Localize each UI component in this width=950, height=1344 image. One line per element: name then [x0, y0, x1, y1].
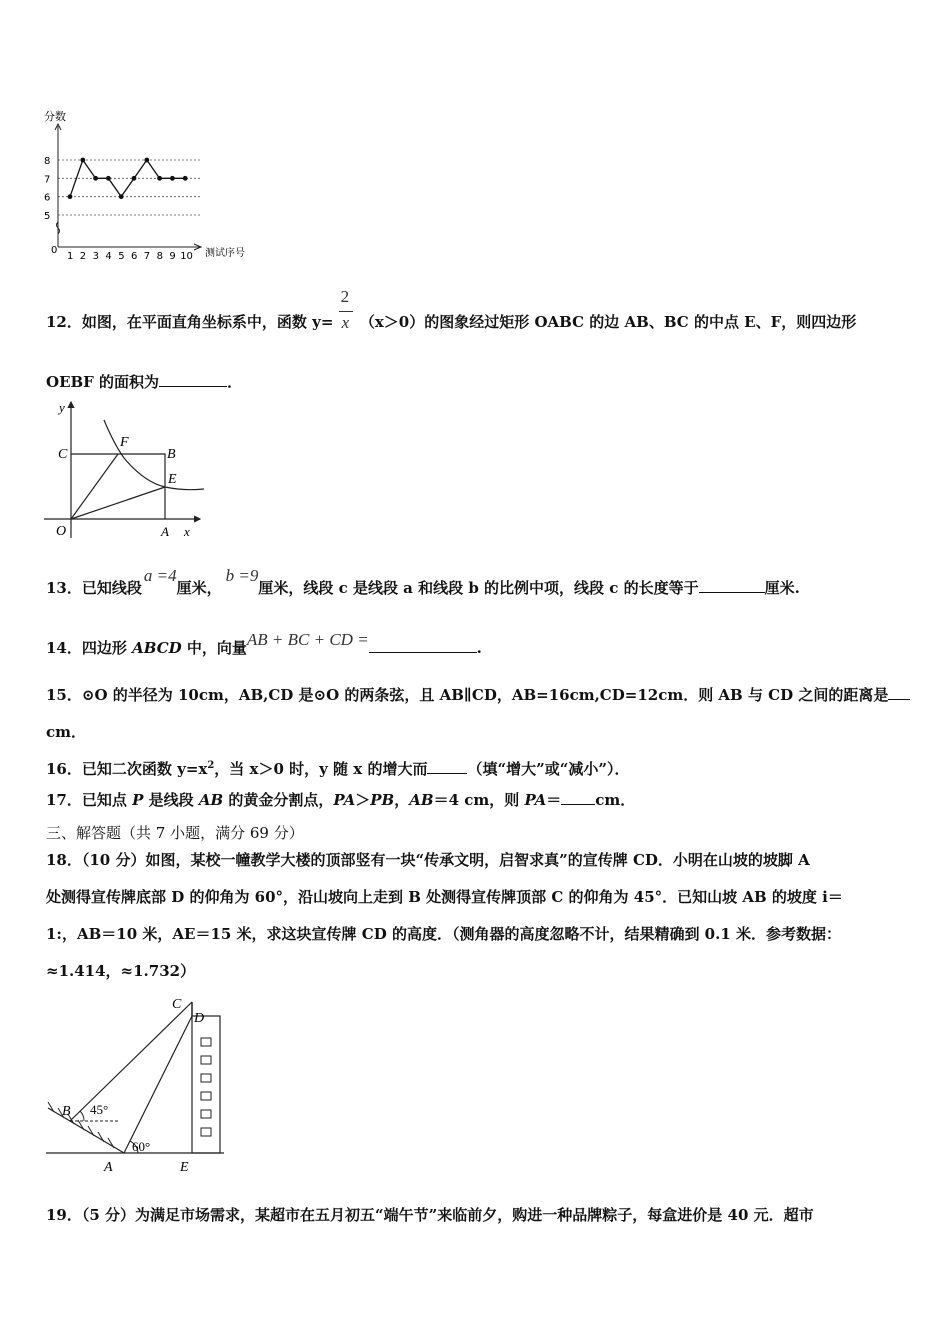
q12-frac-den: x [341, 313, 350, 332]
q14-text-c: . [476, 639, 482, 657]
q12-label-e: E [168, 472, 177, 487]
q15-line2 [46, 722, 86, 742]
chart-x-tick-label: 8 [156, 251, 163, 262]
chart-data-point [68, 194, 73, 199]
chart-data-point [157, 176, 162, 181]
q14-answer-blank[interactable] [369, 638, 477, 653]
q13-b-value: b =9 [225, 566, 259, 585]
q18-sightline-bc [70, 1002, 192, 1121]
q12-line2 [46, 372, 242, 392]
chart-data-point [144, 158, 149, 163]
q12-text-c: OEBF 的面积为 [46, 373, 160, 391]
chart-data-point [183, 176, 188, 181]
q18-text-3: 1:，AB＝10 米，AE＝15 米，求这块宣传牌 CD 的高度．（测角器的高度忽略不计，结果精确到 0.1 米．参考数据： [46, 925, 841, 943]
chart-ylabel: 分数 [44, 110, 66, 123]
q14-line [46, 630, 482, 658]
q17-p: P [132, 791, 144, 809]
q13-line [46, 566, 800, 598]
chart-x-tick-label: 10 [180, 251, 193, 262]
q19-line1 [46, 1205, 814, 1225]
q17-text-f: ＝4 cm，则 [433, 791, 525, 809]
section3-title: 三、解答题（共 7 小题，满分 69 分） [46, 824, 304, 842]
q18-building [192, 1016, 220, 1153]
q18-slope-figure [40, 994, 230, 1178]
q12-label-y: y [59, 400, 65, 415]
q12-label-f: F [120, 435, 129, 450]
q17-ab2: AB [409, 791, 434, 809]
q14-text-a: 14．四边形 [46, 639, 133, 657]
q13-text-c: 厘米，线段 c 是线段 a 和线段 b 的比例中项，线段 c 的长度等于 [258, 579, 699, 597]
q19-text-1: 19．（5 分）为满足市场需求，某超市在五月初五“端午节”来临前夕，购进一种品牌粽子，每盒进价是 40 元．超市 [46, 1206, 814, 1224]
chart-data-point [106, 176, 111, 181]
q12-answer-blank[interactable] [159, 372, 227, 387]
q18-sightline-ad [124, 1016, 192, 1153]
chart-data-point [93, 176, 98, 181]
q17-ab: AB [198, 791, 224, 809]
section3-heading [46, 823, 304, 843]
q17-line [46, 790, 635, 810]
chart-x-tick-label: 3 [92, 251, 99, 262]
q12-text-b: （x＞0）的图象经过矩形 OABC 的边 AB、BC 的中点 E、F，则四边形 [359, 313, 857, 331]
q15-line1 [46, 685, 910, 705]
q12-segment-of [71, 454, 118, 519]
q17-text-g: ＝ [546, 791, 562, 809]
q18-line1 [46, 850, 810, 870]
chart-x-tick-label: 9 [169, 251, 176, 262]
q12-hyperbola [104, 420, 204, 490]
q17-text-c: 的黄金分割点， [223, 791, 334, 809]
q12-text-d: ． [227, 373, 243, 391]
q16-text-a: 16．已知二次函数 y=x [46, 760, 208, 778]
chart-x-tick-label: 6 [131, 251, 138, 262]
q12-label-c: C [58, 447, 68, 462]
chart-x-tick-label: 4 [105, 251, 112, 262]
q13-text-a: 13．已知线段 [46, 579, 142, 597]
chart-y-tick-label: 8 [44, 156, 51, 167]
chart-y-tick-label: 7 [44, 174, 51, 186]
chart-data-point [80, 158, 85, 163]
q12-fraction [339, 287, 355, 333]
chart-y-tick-label: 6 [44, 192, 51, 204]
q16-text-b: ，当 x＞0 时，y 随 x 的增大而 [214, 760, 428, 778]
q18-text-2: 处测得宣传牌底部 D 的仰角为 60°，沿山坡向上走到 B 处测得宣传牌顶部 C 的仰角为 45°．已知山坡 AB 的坡度 i＝ [46, 888, 843, 906]
q12-text-a: 12．如图，在平面直角坐标系中，函数 y= [46, 313, 334, 331]
q17-text-a: 17．已知点 [46, 791, 133, 809]
q12-rectangle [71, 454, 165, 519]
q12-line1 [46, 287, 857, 333]
q15-text: 15．⊙O 的半径为 10cm，AB,CD 是⊙O 的两条弦，且 AB∥CD，AB=16cm,CD=12cm．则 AB 与 CD 之间的距离是 [46, 686, 889, 704]
q18-angle-arc-45 [80, 1111, 84, 1121]
q12-frac-bar [339, 311, 353, 312]
q18-label-d: D [194, 1011, 205, 1026]
q18-building-windows [201, 1038, 211, 1136]
q18-text-1: 18．（10 分）如图，某校一幢教学大楼的顶部竖有一块“传承文明，启智求真”的宣传牌 CD．小明在山坡的坡脚 A [46, 851, 810, 869]
q16-answer-blank[interactable] [427, 759, 467, 774]
q18-label-45: 45° [90, 1102, 109, 1117]
q16-text-c: （填“增大”或“减小”）． [467, 760, 630, 778]
q17-text-h: cm． [595, 791, 636, 809]
q14-text-b: 中，向量 [181, 639, 247, 657]
q15-answer-blank[interactable] [888, 685, 910, 700]
chart-x-tick-label: 2 [79, 251, 87, 262]
q13-a-value: a =4 [143, 566, 177, 585]
chart-data-point [170, 176, 175, 181]
q16-line [46, 756, 629, 779]
q18-line4 [46, 961, 195, 981]
q12-segment-oe [71, 487, 165, 519]
score-line-chart [40, 104, 270, 266]
q17-text-d: ＞ [355, 791, 371, 809]
q18-label-b: B [62, 1104, 71, 1119]
q14-vector-expr: AB + BC + CD = [246, 630, 369, 649]
q12-label-x: x [184, 524, 190, 539]
chart-y-tick-label: 5 [44, 211, 51, 222]
q18-label-c: C [172, 997, 182, 1012]
q18-label-a: A [104, 1160, 113, 1175]
chart-x-tick-label: 1 [67, 251, 74, 262]
chart-data-point [132, 176, 137, 181]
chart-x-tick-label: 7 [143, 251, 151, 262]
q17-pa: PA [333, 791, 356, 809]
q18-label-e: E [180, 1160, 189, 1175]
q17-pa2: PA [524, 791, 547, 809]
q17-text-b: 是线段 [143, 791, 199, 809]
q12-frac-num: 2 [340, 287, 350, 306]
q18-label-60: 60° [132, 1139, 151, 1154]
q12-label-a: A [161, 524, 169, 539]
chart-x-tick-label: 5 [118, 251, 125, 262]
q18-line3 [46, 924, 841, 944]
chart-origin-label: 0 [51, 245, 58, 256]
q16-superscript: 2 [207, 760, 215, 771]
q15-unit: cm． [46, 723, 87, 741]
q17-text-e: ， [394, 791, 410, 809]
q13-answer-blank[interactable] [699, 578, 765, 593]
q12-label-o: O [56, 524, 67, 539]
chart-xlabel: 测试序号 [205, 248, 245, 259]
q12-coordinate-figure [44, 398, 214, 544]
q18-line2 [46, 887, 843, 907]
q17-answer-blank[interactable] [561, 790, 595, 805]
q13-text-d: 厘米. [764, 579, 800, 597]
q14-abcd: ABCD [132, 639, 182, 657]
q17-pb: PB [370, 791, 395, 809]
q13-text-b: 厘米， [176, 579, 222, 597]
chart-data-point [119, 194, 124, 199]
q12-label-b: B [167, 447, 176, 462]
q18-text-4: ≈1.414，≈1.732） [46, 962, 196, 980]
